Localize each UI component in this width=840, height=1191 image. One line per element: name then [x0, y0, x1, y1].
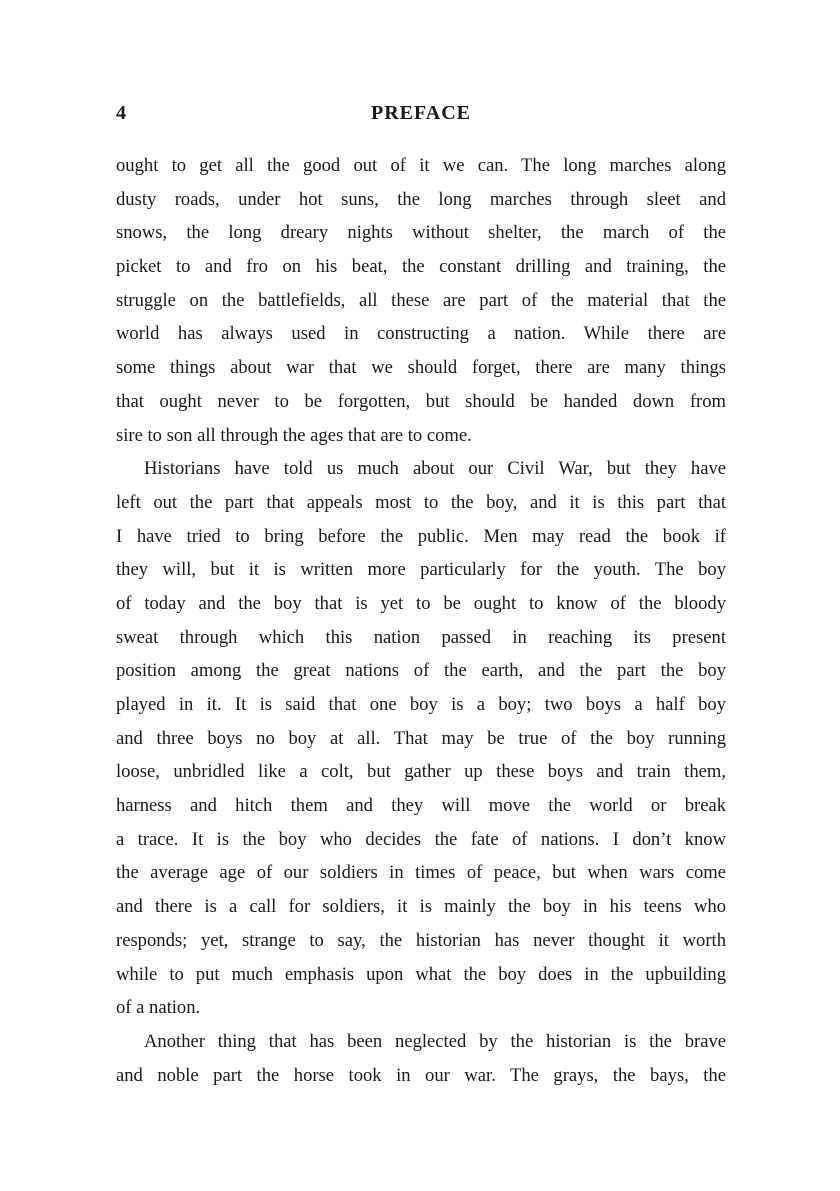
- text-line: left out the part that appeals most to the boy, and it is this part that: [116, 491, 726, 513]
- text-line: the average age of our soldiers in times of peace, but when wars come: [116, 862, 726, 884]
- text-line: harness and hitch them and they will move the world or break: [116, 795, 726, 817]
- text-line: world has always used in constructing a nation. While there are: [116, 323, 726, 345]
- page-number: 4: [116, 102, 126, 124]
- text-line: picket to and fro on his beat, the constant drilling and training, the: [116, 256, 726, 278]
- text-line: responds; yet, strange to say, the historian has never thought it worth: [116, 929, 726, 951]
- text-line: and there is a call for soldiers, it is mainly the boy in his teens who: [116, 896, 726, 918]
- text-line: ought to get all the good out of it we can. The long marches along: [116, 155, 726, 176]
- body-text: [116, 149, 726, 1092]
- text-line: sweat through which this nation passed in reaching its present: [116, 626, 726, 648]
- text-line: Another thing that has been neglected by the historian is the brave: [144, 1030, 726, 1052]
- text-line: some things about war that we should forget, there are many things: [116, 357, 726, 379]
- text-line: loose, unbridled like a colt, but gather up these boys and train them,: [116, 761, 726, 783]
- text-line: sire to son all through the ages that are to come.: [116, 424, 472, 446]
- text-line: I have tried to bring before the public. Men may read the book if: [116, 525, 726, 547]
- running-head: PREFACE: [371, 102, 471, 124]
- text-line: while to put much emphasis upon what the boy does in the upbuilding: [116, 963, 726, 985]
- text-line: a trace. It is the boy who decides the fate of nations. I don’t know: [116, 828, 726, 850]
- text-line: dusty roads, under hot suns, the long marches through sleet and: [116, 188, 726, 210]
- text-line: they will, but it is written more particularly for the youth. The boy: [116, 559, 726, 581]
- text-line: struggle on the battlefields, all these are part of the material that the: [116, 289, 726, 311]
- page-header: [116, 102, 726, 132]
- text-line: of today and the boy that is yet to be ought to know of the bloody: [116, 592, 726, 614]
- text-line: and noble part the horse took in our war. The grays, the bays, the: [116, 1064, 726, 1086]
- text-line: played in it. It is said that one boy is a boy; two boys a half boy: [116, 694, 726, 715]
- text-line: snows, the long dreary nights without shelter, the march of the: [116, 222, 726, 244]
- text-line: Historians have told us much about our Civil War, but they have: [144, 458, 726, 480]
- text-line: that ought never to be forgotten, but should be handed down from: [116, 390, 726, 412]
- text-line: of a nation.: [116, 997, 201, 1019]
- text-line: position among the great nations of the earth, and the part the boy: [116, 660, 726, 682]
- text-line: and three boys no boy at all. That may be true of the boy running: [116, 727, 726, 749]
